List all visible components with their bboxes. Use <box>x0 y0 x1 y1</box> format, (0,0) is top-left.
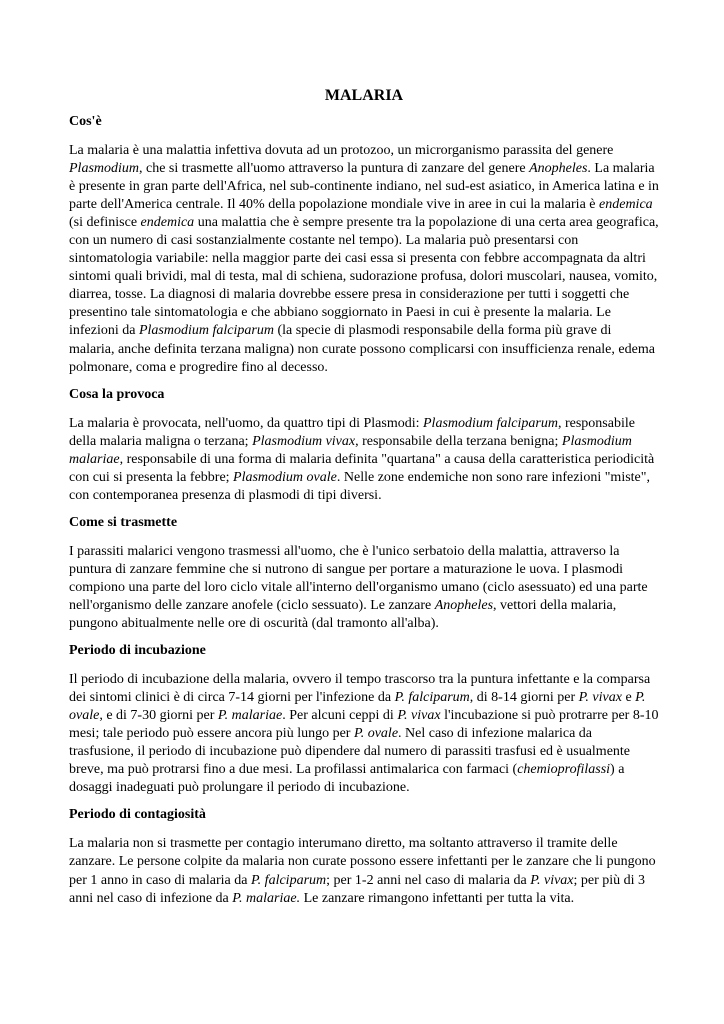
section-come-si-trasmette <box>69 514 659 633</box>
section-cosa-la-provoca <box>69 386 659 505</box>
section-heading: Come si trasmette <box>69 514 178 530</box>
italic-term: Plasmodium vivax <box>252 433 356 449</box>
italic-term: P. falciparum <box>394 690 470 706</box>
italic-term: Plasmodium falciparum <box>138 323 274 339</box>
italic-term: P. vivax <box>578 690 622 706</box>
section-paragraph: Il periodo di incubazione della malaria, ovvero il tempo trascorso tra la puntura infettante e la comparsa dei sintomi clinici è di circa 7-14 giorni per l'infezione da P. falciparum, di 8-14 giorni per P. vivax e P. ovale, e di 7-30 giorni per P. malariae. Per alcuni ceppi di P. vivax l'incubazione si può protrarre per 8-10 mesi; tale periodo può essere ancora più lungo per P. ovale. Nel caso di infezione malarica da trasfusione, il periodo di incubazione può dipendere dal numero di parassiti trasfusi ed è usualmente breve, ma può protrarsi fino a due mesi. La profilassi antimalarica con farmaci (chemioprofilassi) a dosaggi inadeguati può prolungare il periodo di incubazione. <box>69 672 659 796</box>
section-paragraph: I parassiti malarici vengono trasmessi all'uomo, che è l'unico serbatoio della malattia, attraverso la puntura di zanzare femmine che si nutrono di sangue per portare a maturazione le uova. I plasmodi compiono una parte del loro ciclo vitale all'interno dell'organismo umano (ciclo asessuato) ed una parte nell'organismo delle zanzare anofele (ciclo sessuato). Le zanzare Anopheles, vettori della malaria, pungono abitualmente nelle ore di oscurità (dal tramonto all'alba). <box>69 543 648 632</box>
italic-term: P. malariae <box>217 708 283 724</box>
document-title: MALARIA <box>324 87 404 104</box>
section-heading: Periodo di incubazione <box>69 643 206 659</box>
section-paragraph: La malaria è una malattia infettiva dovuta ad un protozoo, un microrganismo parassita del genere Plasmodium, che si trasmette all'uomo attraverso la puntura di zanzare del genere Anopheles. La malaria è presente in gran parte dell'Africa, nel sub-continente indiano, nel sud-est asiatico, in America latina e in parte dell'America centrale. Il 40% della popolazione mondiale vive in aree in cui la malaria è endemica (si definisce endemica una malattia che è sempre presente tra la popolazione di una certa area geografica, con un numero di casi sostanzialmente costante nel tempo). La malaria può presentarsi con sintomatologia variabile: nella maggior parte dei casi essa si presenta con febbre accompagnata da altri sintomi quali brividi, mal di testa, mal di schiena, sudorazione profusa, dolori muscolari, nausea, vomito, diarrea, tosse. La diagnosi di malaria dovrebbe essere presa in considerazione per tutti i soggetti che presentino tale sintomatologia e che abbiano soggiornato in Paesi in cui è presente la malaria. Le infezioni da Plasmodium falciparum (la specie di plasmodi responsabile della forma più grave di malaria, anche definita terzana maligna) non curate possono complicarsi con insufficienza renale, edema polmonare, coma e progredire fino al decesso. <box>69 143 659 375</box>
section-periodo-di-contagiosita <box>69 806 659 907</box>
section-heading: Periodo di contagiosità <box>69 807 206 823</box>
italic-term: P. ovale <box>69 690 646 724</box>
italic-term: P. vivax <box>397 708 441 724</box>
italic-term: Plasmodium ovale <box>233 469 337 485</box>
section-heading: Cosa la provoca <box>69 386 165 402</box>
italic-term: Plasmodium <box>69 161 139 177</box>
document-page <box>69 86 659 917</box>
italic-term: Anopheles <box>434 597 494 613</box>
section-paragraph: La malaria non si trasmette per contagio interumano diretto, ma soltanto attraverso il tramite delle zanzare. Le persone colpite da malaria non curate possono essere infettanti per le zanzare che li pungono per 1 anno in caso di malaria da P. falciparum; per 1-2 anni nel caso di malaria da P. vivax; per più di 3 anni nel caso di infezione da P. malariae. Le zanzare rimangono infettanti per tutta la vita. <box>69 836 656 906</box>
italic-term: chemioprofilassi <box>517 762 611 778</box>
italic-term: Plasmodium falciparum <box>423 415 558 431</box>
section-heading: Cos'è <box>69 114 102 129</box>
section-paragraph: La malaria è provocata, nell'uomo, da quattro tipi di Plasmodi: Plasmodium falciparum, responsabile della malaria maligna o terzana; Plasmodium vivax, responsabile della terzana benigna; Plasmodium malariae, responsabile di una forma di malaria definita "quartana" a causa della caratteristica periodicità con cui si presenta la febbre; Plasmodium ovale. Nelle zone endemiche non sono rare infezioni "miste", con contemporanea presenza di plasmodi di tipi diversi. <box>69 415 655 503</box>
italic-term: Plasmodium malariae <box>69 433 632 467</box>
italic-term: P. malariae. <box>232 890 301 906</box>
italic-term: P. ovale <box>353 726 399 742</box>
italic-term: endemica <box>599 197 653 213</box>
italic-term: Anopheles <box>529 161 588 177</box>
italic-term: P. falciparum <box>250 872 327 888</box>
italic-term: P. vivax <box>530 872 574 888</box>
section-cos-e <box>69 113 659 377</box>
italic-term: endemica <box>140 215 195 231</box>
section-periodo-di-incubazione <box>69 642 659 797</box>
